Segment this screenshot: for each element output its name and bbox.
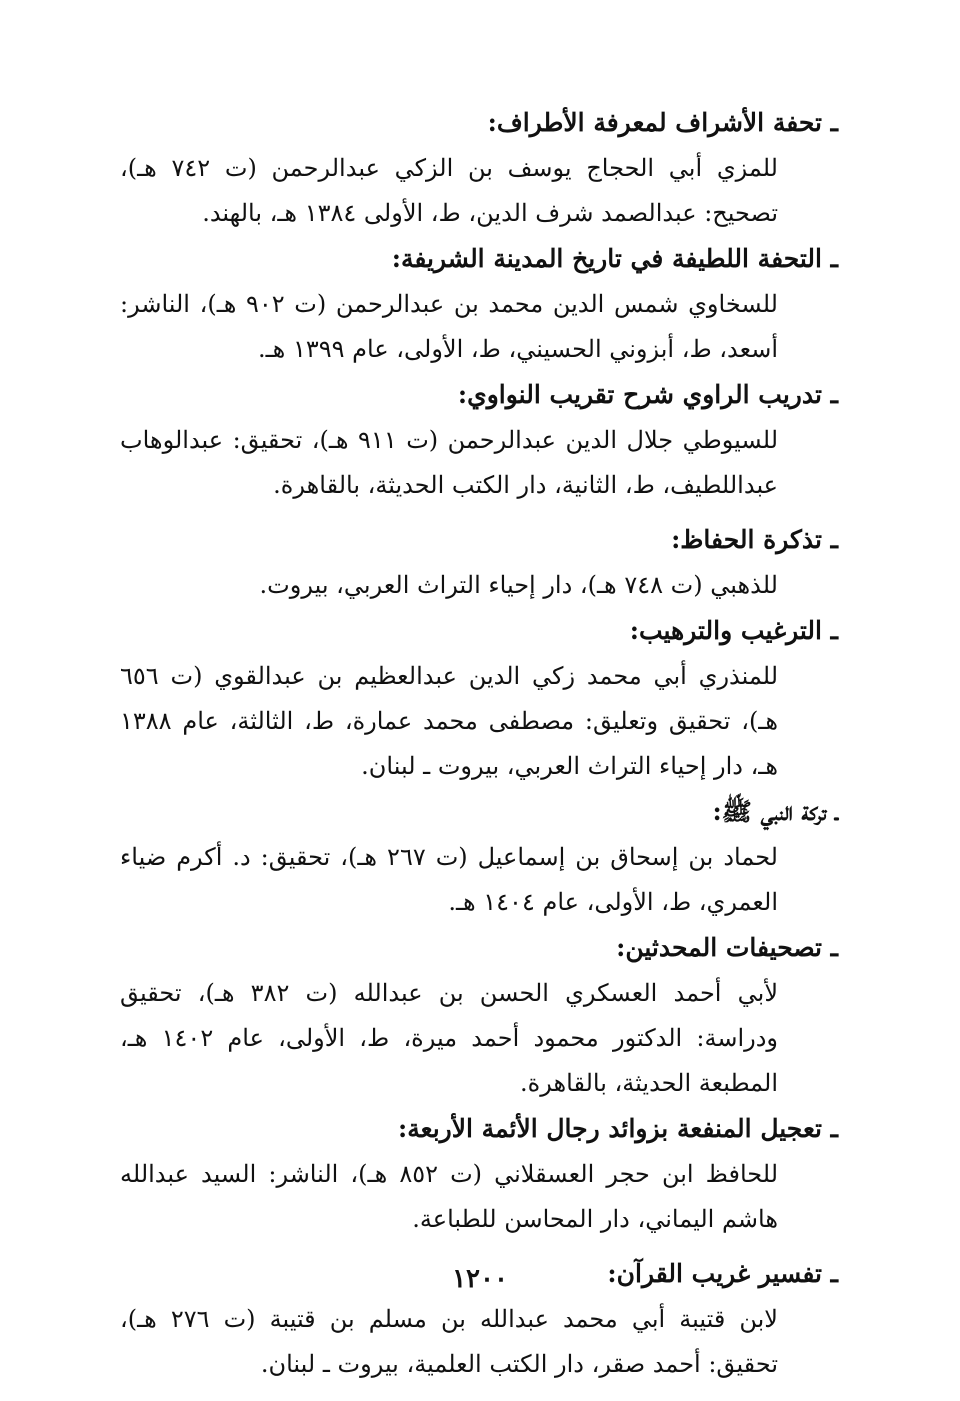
- entry-body: للمنذري أبي محمد زكي الدين عبدالعظيم بن عبدالقوي (ت ٦٥٦ هـ)، تحقيق وتعليق: مصطفى محمد عمارة، ط، الثالثة، عام ١٣٨٨ هـ، دار إحياء التراث العربي، بيروت ـ لبنان.: [120, 662, 779, 780]
- entry-title: ـ تركة النبي ﷺ:: [712, 797, 838, 826]
- bibliography-entry: [120, 789, 838, 925]
- bibliography-entry: [120, 517, 838, 608]
- entry-title: ـ تصحيفات المحدثين:: [616, 933, 838, 962]
- bibliography-entry: [120, 925, 838, 1106]
- bibliography-list: [120, 100, 838, 1387]
- entry-body: للسيوطي جلال الدين عبدالرحمن (ت ٩١١ هـ)، تحقيق: عبدالوهاب عبداللطيف، ط، الثانية، دار الكتب الحديثة، بالقاهرة.: [120, 426, 778, 499]
- page-number: ١٢٠٠: [452, 1264, 508, 1294]
- bibliography-entry: [120, 372, 838, 508]
- bibliography-entry: [120, 1106, 838, 1242]
- entry-body: للمزي أبي الحجاج يوسف بن الزكي عبدالرحمن (ت ٧٤٢ هـ)، تصحيح: عبدالصمد شرف الدين، ط، الأولى ١٣٨٤ هـ، بالهند.: [120, 154, 778, 227]
- entry-title: ـ تعجيل المنفعة بزوائد رجال الأئمة الأربعة:: [398, 1114, 838, 1143]
- bibliography-entry: [120, 608, 838, 789]
- entry-title: ـ تفسير غريب القرآن:: [607, 1259, 838, 1288]
- bibliography-entry: [120, 100, 838, 236]
- bibliography-entry: [120, 236, 838, 372]
- entry-title: ـ تدريب الراوي شرح تقريب النواوي:: [457, 380, 838, 409]
- entry-body: للذهبي (ت ٧٤٨ هـ)، دار إحياء التراث العربي، بيروت.: [259, 571, 778, 599]
- entry-body: لحماد بن إسحاق بن إسماعيل (ت ٢٦٧ هـ)، تحقيق: د. أكرم ضياء العمري، ط، الأولى، عام ١٤٠٤ هـ.: [120, 843, 778, 916]
- entry-title: ـ الترغيب والترهيب:: [629, 616, 838, 645]
- entry-body: لأبي أحمد العسكري الحسن بن عبدالله (ت ٣٨٢ هـ)، تحقيق ودراسة: الدكتور محمود أحمد ميرة، ط، الأولى، عام ١٤٠٢ هـ، المطبعة الحديثة، بالقاهرة.: [120, 979, 779, 1097]
- entry-title: ـ تذكرة الحفاظ:: [671, 525, 838, 554]
- entry-body: لابن قتيبة أبي محمد عبدالله بن مسلم بن قتيبة (ت ٢٧٦ هـ)، تحقيق: أحمد صقر، دار الكتب العلمية، بيروت ـ لبنان.: [120, 1305, 778, 1378]
- entry-title: ـ التحفة اللطيفة في تاريخ المدينة الشريفة:: [391, 244, 838, 273]
- entry-body: للحافظ ابن حجر العسقلاني (ت ٨٥٢ هـ)، الناشر: السيد عبدالله هاشم اليماني، دار المحاسن للطباعة.: [120, 1160, 779, 1233]
- entry-title: ـ تحفة الأشراف لمعرفة الأطراف:: [487, 108, 838, 137]
- entry-body: للسخاوي شمس الدين محمد بن عبدالرحمن (ت ٩٠٢ هـ)، الناشر: أسعد، ط، أبزوني الحسيني، ط، الأولى، عام ١٣٩٩ هـ.: [120, 290, 778, 363]
